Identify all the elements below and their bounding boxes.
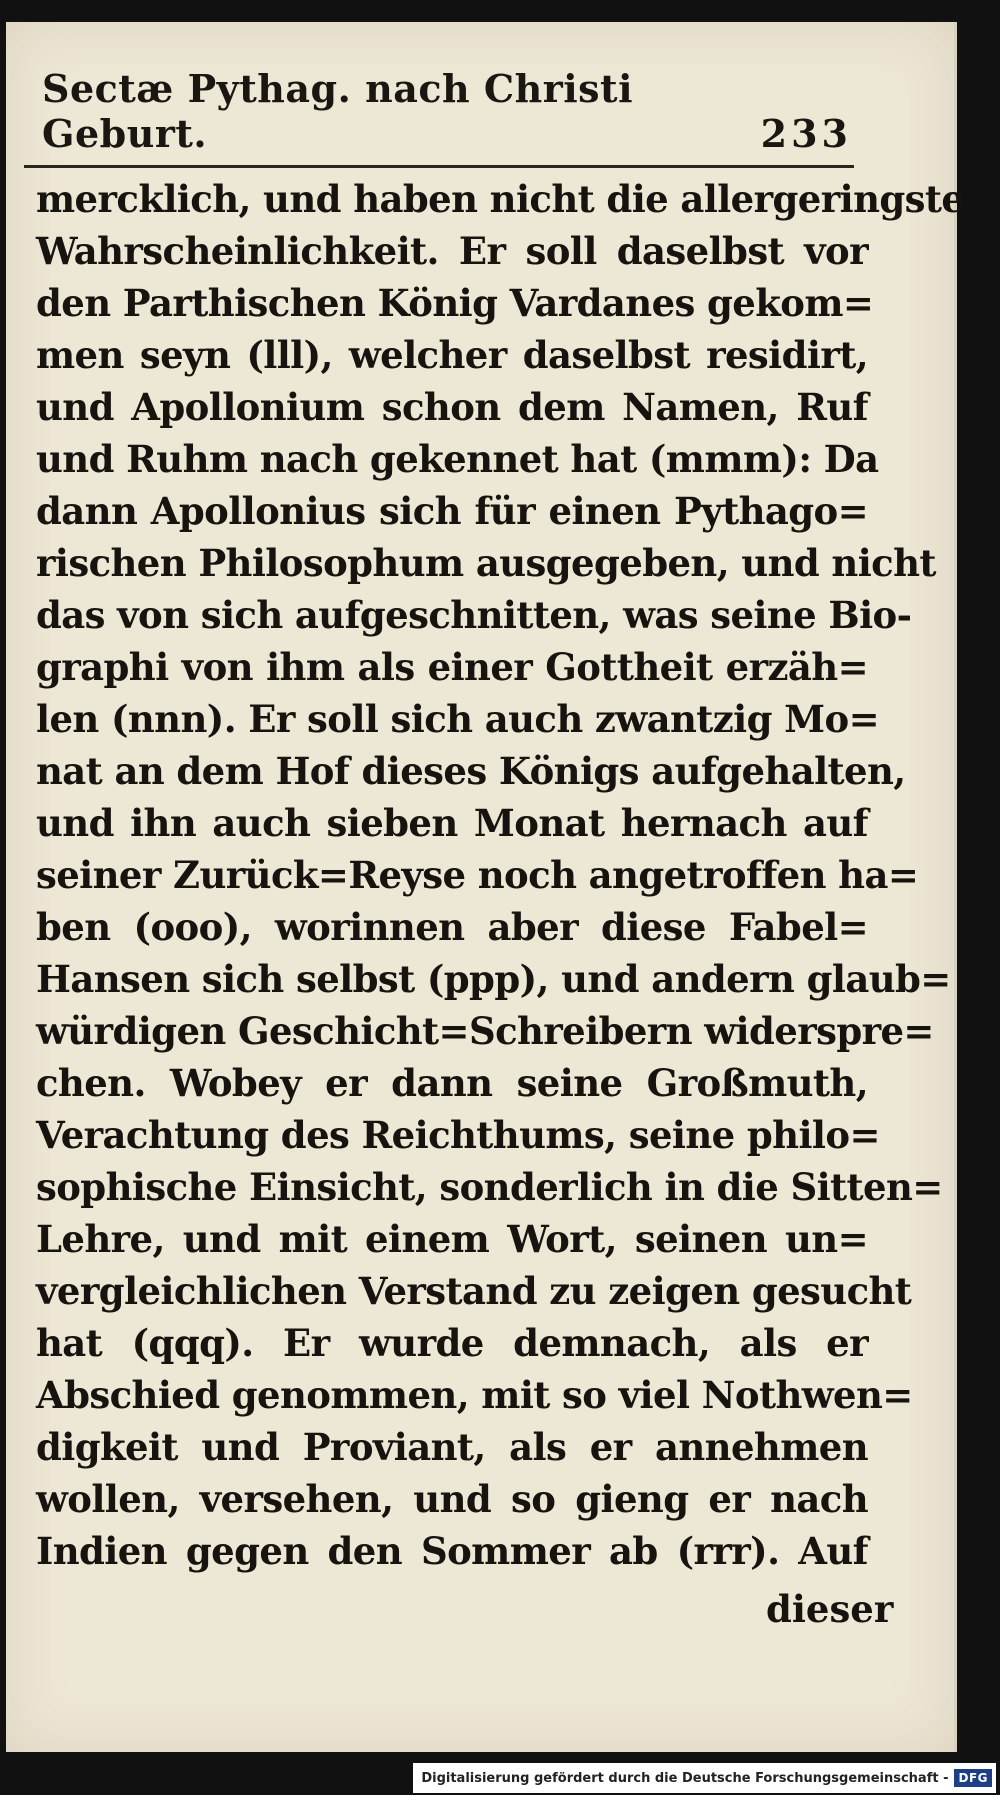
- text-line: digkeit und Proviant, als er annehmen: [36, 1425, 868, 1469]
- text-line: hat (qqq). Er wurde demnach, als er: [36, 1321, 868, 1365]
- text-line: rischen Philosophum ausgegeben, und nicht: [36, 541, 936, 585]
- text-line: Abschied genommen, mit so viel Nothwen=: [36, 1373, 913, 1417]
- text-line: würdigen Geschicht=Schreibern widerspre=: [36, 1009, 934, 1053]
- text-line: den Parthischen König Vardanes gekom=: [36, 281, 874, 325]
- digitization-footer: [413, 1763, 996, 1793]
- text-line: Hansen sich selbst (ppp), und andern glaub=: [36, 957, 951, 1001]
- book-page: [6, 22, 965, 1752]
- text-line: Indien gegen den Sommer ab (rrr). Auf: [36, 1529, 868, 1573]
- text-line: men seyn (lll), welcher daselbst residirt,: [36, 333, 868, 377]
- text-line: Lehre, und mit einem Wort, seinen un=: [36, 1217, 868, 1261]
- text-line: Verachtung des Reichthums, seine philo=: [36, 1113, 880, 1157]
- text-line: seiner Zurück=Reyse noch angetroffen ha=: [36, 853, 919, 897]
- text-line: und Ruhm nach gekennet hat (mmm): Da: [36, 437, 879, 481]
- running-title: Sectæ Pythag. nach Christi Geburt.: [42, 66, 634, 156]
- page-header: [42, 66, 852, 156]
- text-line: chen. Wobey er dann seine Großmuth,: [36, 1061, 868, 1105]
- text-line: das von sich aufgeschnitten, was seine Bio-: [36, 593, 912, 637]
- text-line: sophische Einsicht, sonderlich in die Sitten=: [36, 1165, 943, 1209]
- text-line: nat an dem Hof dieses Königs aufgehalten,: [36, 749, 906, 793]
- body-text: [36, 173, 965, 1577]
- page-number: 233: [760, 111, 852, 156]
- text-line: mercklich, und haben nicht die allergeringste: [36, 177, 965, 221]
- footer-credit-text: Digitalisierung gefördert durch die Deutsche Forschungsgemeinschaft -: [421, 1770, 949, 1786]
- text-line: und ihn auch sieben Monat hernach auf: [36, 801, 868, 845]
- text-line: len (nnn). Er soll sich auch zwantzig Mo=: [36, 697, 880, 741]
- header-rule: [24, 165, 854, 168]
- text-line: vergleichlichen Verstand zu zeigen gesucht: [36, 1269, 912, 1313]
- text-line: ben (ooo), worinnen aber diese Fabel=: [36, 905, 868, 949]
- catchword: dieser: [766, 1587, 894, 1631]
- text-line: graphi von ihm als einer Gottheit erzäh=: [36, 645, 868, 689]
- text-line: wollen, versehen, und so gieng er nach: [36, 1477, 868, 1521]
- text-line: dann Apollonius sich für einen Pythago=: [36, 489, 868, 533]
- text-line: Wahrscheinlichkeit. Er soll daselbst vor: [36, 229, 868, 273]
- dfg-logo-icon: DFG: [954, 1769, 992, 1787]
- text-line: und Apollonium schon dem Namen, Ruf: [36, 385, 868, 429]
